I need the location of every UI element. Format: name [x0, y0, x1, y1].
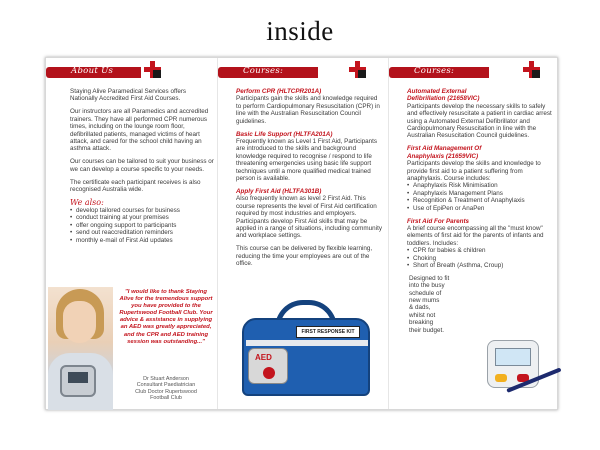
courses-heading: Courses: [414, 66, 455, 76]
attribution-line: Consultant Paediatrician [136, 382, 196, 389]
list-item: • Recognition & Treatment of Anaphylaxis [407, 197, 554, 204]
course-text: Participants develop the skills and knowledge to provide first aid to a patient suffering from anaphylaxis. Course includes: [407, 160, 541, 182]
designed-line: breaking [409, 319, 434, 327]
cross-logo-icon [523, 61, 540, 78]
about-paragraph: Our courses can be tailored to suit your business or we can develop a course specific to your needs. [70, 158, 214, 173]
courses-heading: Courses: [243, 66, 284, 76]
designed-line: Designed to fit [409, 274, 450, 282]
courses-header-bar [218, 67, 318, 78]
aed-trainer-image [487, 334, 553, 404]
we-also-heading: We also: [70, 197, 104, 207]
about-paragraph: The certificate each participant receives is also recognised Australia wide. [70, 178, 201, 193]
course-title: Automated External [407, 88, 467, 95]
attribution-line: Dr Stuart Anderson [143, 376, 189, 382]
courses-1-body [236, 88, 383, 273]
designed-line: their budget. [409, 326, 445, 334]
designed-line: & dads, [409, 304, 431, 312]
about-body [70, 88, 214, 244]
testimonial [46, 287, 217, 410]
cross-logo-icon [349, 61, 366, 78]
courses-2-body [407, 88, 554, 334]
course-text: Also frequently known as level 2 First Aid. This course represents the level of First Aid certification required by most industries and employers. Participants develop First Aid skills that may be applied in a range of situations, including community and workplace settings. [236, 195, 382, 240]
first-response-kit-image [240, 296, 372, 404]
designed-line: new mums [409, 297, 440, 305]
panel-courses-1 [217, 58, 388, 409]
list-item: • Choking [407, 255, 554, 262]
course-text: Participants develop the necessary skills to safely and effectively resuscitate a patient in cardiac arrest using a Automated External Defibrillator and Cardiopulmonary Resuscitation in line with the Australian Resuscitation Council guidelines. [407, 102, 552, 140]
list-item: • send out reaccreditation reminders [70, 229, 214, 236]
course-text: Frequently known as Level 1 First Aid, Participants are introduced to the skills and background knowledge required to recognise / respond to life threatening emergencies using basic life support techniques until a more qualified medical trained person is available. [236, 137, 378, 182]
parents-list [407, 247, 554, 269]
designed-line: whilst not [409, 311, 436, 319]
attribution-line: Football Club [150, 395, 182, 402]
testimonial-quote: "I would like to thank Staying Alive for the tremendous support you have provided to the Rupertswood Football Club. Your advice & assistance in supplying an AED was greatly appreciated, and the CPR and AED training session was outstanding..." [119, 289, 213, 345]
cross-logo-icon [144, 61, 161, 78]
course-text: Participants gain the skills and knowledge required to perform Cardiopulmonary Resuscitation (CPR) in line with the Australian Resuscitation Council guidelines. [236, 95, 380, 125]
panel-about [46, 58, 217, 409]
aed-device-icon [60, 365, 96, 397]
about-header-bar [46, 67, 141, 78]
testimonial-attribution [118, 376, 214, 402]
course-text: A brief course encompassing all the "must know" elements of first aid for the parents of infants and toddlers. Includes: [407, 224, 544, 247]
list-item: • conduct training at your premises [70, 214, 214, 221]
course-title: Perform CPR (HLTCPR201A) [236, 88, 322, 95]
course-title: First Aid For Parents [407, 217, 470, 225]
page-title: inside [266, 16, 334, 46]
panel-courses-2 [388, 58, 559, 409]
brochure-inside [45, 57, 558, 410]
aed-label: AED [255, 353, 272, 362]
course-closing: This course can be delivered by flexible learning, reducing the time your employees are out of the office. [236, 245, 373, 268]
attribution-line: Club Doctor Rupertswood [135, 388, 197, 395]
course-title: First Aid Management Of [407, 145, 482, 153]
list-item: • Use of EpiPen or AnaPen [407, 205, 554, 212]
list-item: • Anaphylaxis Risk Minimisation [407, 182, 554, 189]
anaphylaxis-list [407, 182, 554, 212]
about-heading: About Us [71, 66, 114, 76]
we-also-list [70, 207, 214, 244]
course-title: Defibrillation (21658VIC) [407, 95, 480, 103]
designed-note [409, 275, 554, 334]
course-title: Basic Life Support (HLTFA201A) [236, 130, 333, 138]
kit-label: FIRST RESPONSE KIT [296, 326, 360, 338]
designed-line: into the busy [409, 282, 445, 290]
designed-line: schedule of [409, 289, 442, 297]
list-item: • Anaphylaxis Management Plans [407, 190, 554, 197]
aed-patch-icon [248, 348, 288, 384]
list-item: • Short of Breath (Asthma, Croup) [407, 262, 554, 269]
about-paragraph: Staying Alive Paramedical Services offers Nationally Accredited First Aid Courses. [70, 88, 187, 103]
course-title: Anaphylaxis (21659VIC) [407, 152, 479, 160]
courses-header-bar [389, 67, 489, 78]
list-item: • monthly e-mail of First Aid updates [70, 237, 214, 244]
course-title: Apply First Aid (HLTFA301B) [236, 187, 322, 195]
list-item: • develop tailored courses for business [70, 207, 214, 214]
list-item: • offer ongoing support to participants [70, 222, 214, 229]
list-item: • CPR for babies & children [407, 247, 554, 254]
instructor-photo [48, 287, 113, 410]
about-paragraph: Our instructors are all Paramedics and accredited trainers. They have all performed CPR numerous times, including on the lounge room floor, defibrillated patients, managed victims of heart attack, and cared for the school child having an asthma attack. [70, 108, 209, 153]
